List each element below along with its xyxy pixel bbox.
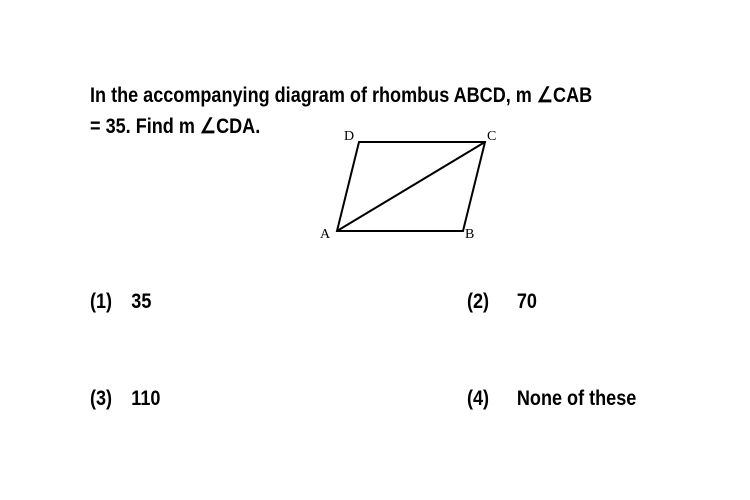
choice-3-answer: 110 bbox=[131, 387, 161, 410]
choice-1-number: (1) bbox=[90, 290, 113, 313]
vertex-label-d: D bbox=[344, 129, 355, 144]
question-line-2: = 35. Find m ∠CDA. bbox=[90, 115, 261, 138]
choice-2[interactable] bbox=[467, 289, 537, 315]
question-line-1: In the accompanying diagram of rhombus ABCD, m ∠CAB bbox=[90, 84, 593, 107]
choice-2-number: (2) bbox=[467, 290, 490, 313]
choice-4-answer: None of these bbox=[516, 387, 637, 410]
vertex-label-c: C bbox=[487, 129, 497, 144]
vertex-label-a: A bbox=[320, 227, 331, 242]
choice-1[interactable] bbox=[90, 289, 152, 315]
choice-4[interactable] bbox=[467, 386, 637, 412]
choice-1-answer: 35 bbox=[131, 290, 152, 313]
choice-3[interactable] bbox=[90, 386, 161, 412]
vertex-label-b: B bbox=[465, 227, 475, 242]
choice-2-answer: 70 bbox=[516, 290, 537, 313]
choice-4-number: (4) bbox=[467, 387, 490, 410]
diagonal-ac bbox=[337, 142, 485, 231]
choice-3-number: (3) bbox=[90, 387, 113, 410]
